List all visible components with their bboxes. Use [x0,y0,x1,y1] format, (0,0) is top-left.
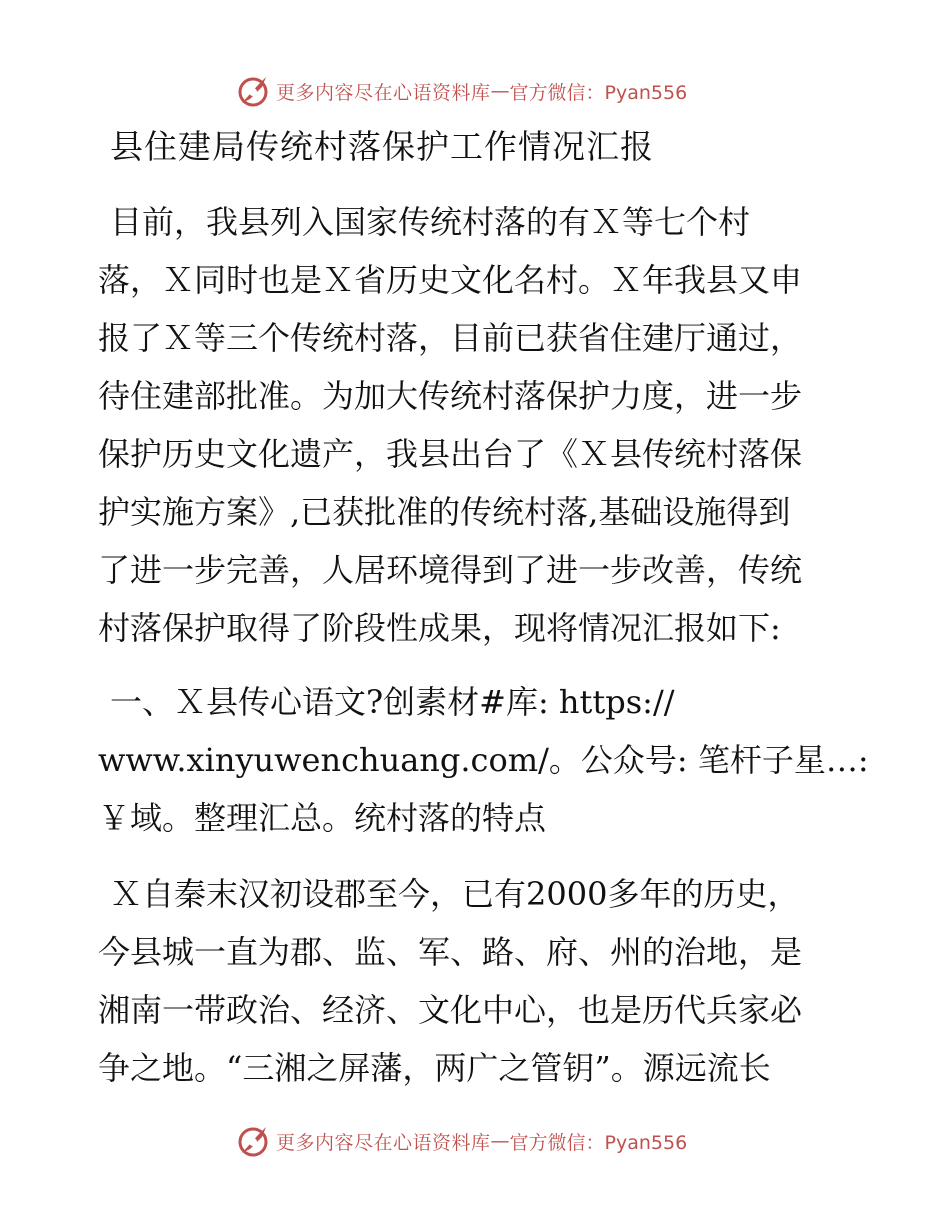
brush-stroke-logo-icon [236,73,272,109]
brush-stroke-logo-icon [236,1123,272,1159]
watermark-separator: — [490,80,510,102]
paragraph-line: 落，Ｘ同时也是Ｘ省历史文化名村。Ｘ年我县又申 [98,261,803,299]
watermark-contact: 官方微信：Pyan556 [509,1131,688,1154]
paragraph-line: Ｘ自秦末汉初设郡至今，已有2000多年的历史， [110,875,800,913]
watermark-separator: — [490,1130,510,1152]
paragraph-line: 护实施方案》,已获批准的传统村落,基础设施得到 [98,493,791,531]
document-title: 县住建局传统村落保护工作情况汇报 [110,127,654,166]
paragraph-line: 湘南一带政治、经济、文化中心，也是历代兵家必 [98,991,803,1029]
watermark-footer [236,1122,687,1160]
watermark-contact: 官方微信：Pyan556 [509,81,688,104]
section-heading-line: ￥域。整理汇总。统村落的特点 [98,799,547,837]
paragraph-line: 待住建部批准。为加大传统村落保护力度，进一步 [98,377,803,415]
paragraph-line: 目前，我县列入国家传统村落的有Ｘ等七个村 [110,203,751,241]
watermark-text: 更多内容尽在心语资料库 [276,81,491,104]
paragraph-line: 报了Ｘ等三个传统村落，目前已获省住建厅通过， [98,319,803,357]
paragraph-line: 了进一步完善，人居环境得到了进一步改善，传统 [98,551,803,589]
watermark-header [236,72,687,110]
section-heading-line: 一、Ｘ县传心语文?创素材#库: https:// [110,683,675,721]
paragraph-line: 争之地。“三湘之屏藩，两广之管钥”。源远流长 [98,1049,771,1087]
paragraph-line: 村落保护取得了阶段性成果，现将情况汇报如下: [98,609,781,647]
watermark-text: 更多内容尽在心语资料库 [276,1131,491,1154]
paragraph-line: 保护历史文化遗产，我县出台了《Ｘ县传统村落保 [98,435,803,473]
paragraph-line: 今县城一直为郡、监、军、路、府、州的治地，是 [98,933,803,971]
section-heading-line: www.xinyuwenchuang.com/。公众号: 笔杆子星…: [98,741,869,779]
